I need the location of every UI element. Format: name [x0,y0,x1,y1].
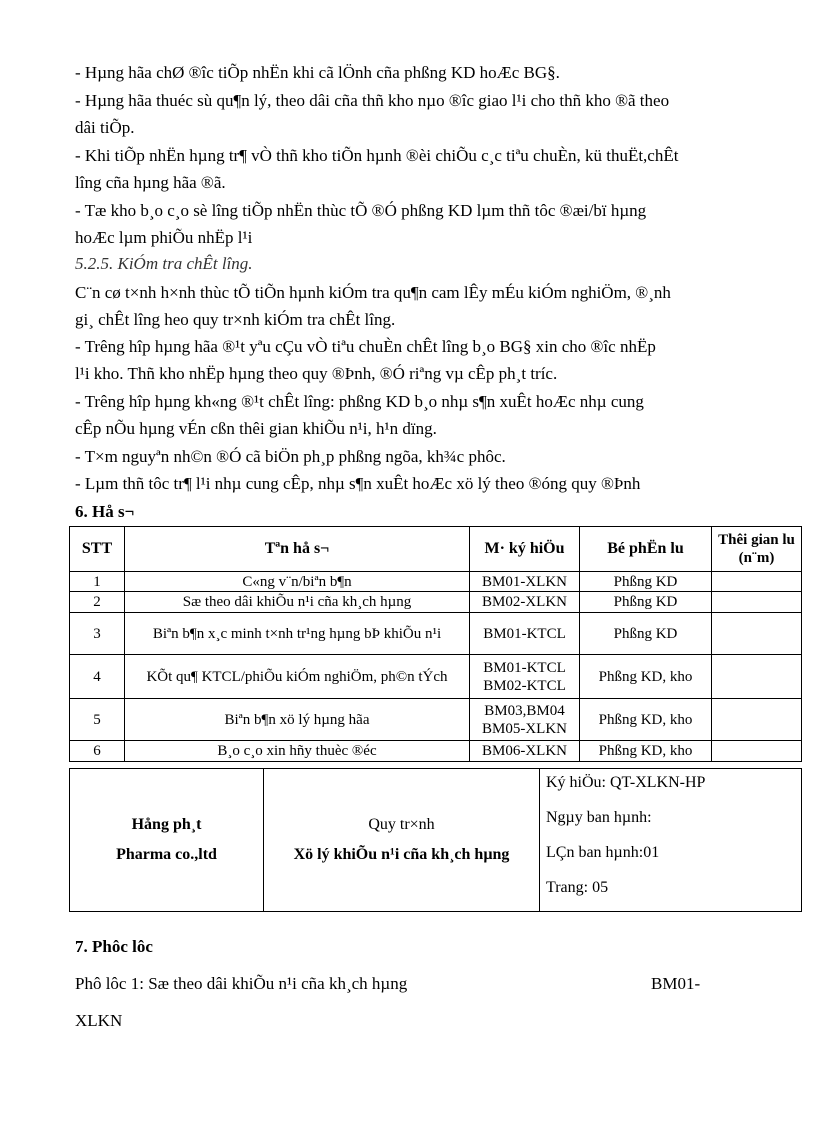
header-dept: Bé phËn lu [580,527,712,572]
paragraph-line: - Khi tiÕp nhËn hµng tr¶ vÒ thñ kho tiÕn hµnh ®èi chiÕu c¸c tiªu chuÈn, kü thuËt,chÊt [75,146,679,165]
paragraph-line: l¹i kho. Thñ kho nhËp hµng theo quy ®Þnh, ®Ó riªng vµ cÊp ph¸t tríc. [75,364,558,383]
meta-cell [540,769,802,912]
table-row [70,655,802,699]
cell-stt: 2 [70,592,125,613]
header-time: Thêi gian lu (n¨m) [712,527,802,572]
paragraph-line: - Tæ kho b¸o c¸o sè lîng tiÕp nhËn thùc tÕ ®Ó phßng KD lµm thñ tôc ®æi/bï hµng [75,201,647,220]
cell-code: BM01-XLKN [470,572,580,592]
section-heading-525: 5.2.5. KiÓm tra chÊt lîng. [75,254,253,273]
procedure-cell [264,769,540,912]
paragraph-line: C¨n cø t×nh h×nh thùc tÕ tiÕn hµnh kiÓm tra qu¶n cam lÊy mÉu kiÓm nghiÖm, ®¸nh [75,283,671,302]
paragraph-line: - Hµng hãa chØ ®îc tiÕp nhËn khi cã lÖnh cña phßng KD hoÆc BG§. [75,63,560,82]
meta-code: Ký hiÖu: QT-XLKN-HP [546,774,706,791]
cell-code: BM03,BM04 BM05-XLKN [470,699,580,741]
cell-dept: Phßng KD [580,592,712,613]
meta-date: Ngµy ban hµnh: [546,809,652,826]
cell-dept: Phßng KD, kho [580,741,712,762]
cell-code: BM06-XLKN [470,741,580,762]
table-row [70,741,802,762]
appendix-code-continued: XLKN [75,1011,123,1030]
table-header-row [70,527,802,572]
cell-stt: 4 [70,655,125,699]
appendix-line: Phô lôc 1: Sæ theo dâi khiÕu n¹i cña kh¸ch hµng [75,974,408,993]
cell-code: BM02-XLKN [470,592,580,613]
paragraph-line: lîng cña hµng hãa ®ã. [75,173,226,192]
cell-dept: Phßng KD [580,572,712,592]
table-row [70,572,802,592]
cell-dept: Phßng KD [580,613,712,655]
cell-name: C«ng v¨n/biªn b¶n [125,572,470,592]
cell-dept: Phßng KD, kho [580,655,712,699]
meta-revision: LÇn ban hµnh:01 [546,844,660,861]
meta-page: Trang: 05 [546,879,609,896]
cell-time [712,741,802,762]
records-table [69,526,802,762]
company-cell [70,769,264,912]
section-heading-6: 6. Hå s¬ [75,502,135,521]
cell-name: Sæ theo dâi khiÕu n¹i cña kh¸ch hµng [125,592,470,613]
procedure-label: Quy tr×nh [368,816,435,833]
paragraph-line: - Trêng hîp hµng kh«ng ®¹t chÊt lîng: phßng KD b¸o nhµ s¶n xuÊt hoÆc nhµ cung [75,392,644,411]
appendix-code: BM01- [651,974,701,993]
paragraph-line: gi¸ chÊt lîng heo quy tr×nh kiÓm tra chÊt lîng. [75,310,396,329]
cell-stt: 3 [70,613,125,655]
cell-time [712,699,802,741]
cell-code: BM01-KTCL [470,613,580,655]
cell-name: KÕt qu¶ KTCL/phiÕu kiÓm nghiÖm, ph©n tÝch [125,655,470,699]
procedure-title: Xö lý khiÕu n¹i cña kh¸ch hµng [293,846,510,863]
cell-code: BM01-KTCL BM02-KTCL [470,655,580,699]
company-suffix: Pharma co.,ltd [116,846,217,863]
paragraph-line: - Trêng hîp hµng hãa ®¹t yªu cÇu vÒ tiªu chuÈn chÊt lîng b¸o BG§ xin cho ®îc nhËp [75,337,656,356]
table-row [70,592,802,613]
table-row [70,699,802,741]
company-name: Hång ph¸t [131,816,202,833]
section-heading-7: 7. Phôc lôc [75,937,153,956]
paragraph-line: - Hµng hãa thuéc sù qu¶n lý, theo dâi cña thñ kho nµo ®îc giao l¹i cho thñ kho ®ã theo [75,91,670,110]
header-name: Tªn hå s¬ [125,527,470,572]
cell-time [712,572,802,592]
cell-stt: 5 [70,699,125,741]
cell-dept: Phßng KD, kho [580,699,712,741]
table-row [70,613,802,655]
paragraph-line: hoÆc lµm phiÕu nhËp l¹i [75,228,253,247]
cell-stt: 6 [70,741,125,762]
cell-name: Biªn b¶n xö lý hµng hãa [125,699,470,741]
paragraph-line: cÊp nÕu hµng vÉn cßn thêi gian khiÕu n¹i, h¹n dïng. [75,419,437,438]
document-footer-block [69,768,802,912]
cell-time [712,613,802,655]
cell-time [712,655,802,699]
cell-name: B¸o c¸o xin hñy thuèc ®éc [125,741,470,762]
header-code: M· ký hiÖu [470,527,580,572]
header-stt: STT [70,527,125,572]
cell-stt: 1 [70,572,125,592]
paragraph-line: - T×m nguyªn nh©n ®Ó cã biÖn ph¸p phßng ngõa, kh¾c phôc. [75,447,506,466]
paragraph-line: dâi tiÕp. [75,118,135,137]
cell-time [712,592,802,613]
cell-name: Biªn b¶n x¸c minh t×nh tr¹ng hµng bÞ khiÕu n¹i [125,613,470,655]
paragraph-line: - Lµm thñ tôc tr¶ l¹i nhµ cung cÊp, nhµ s¶n xuÊt hoÆc xö lý theo ®óng quy ®Þnh [75,474,641,493]
